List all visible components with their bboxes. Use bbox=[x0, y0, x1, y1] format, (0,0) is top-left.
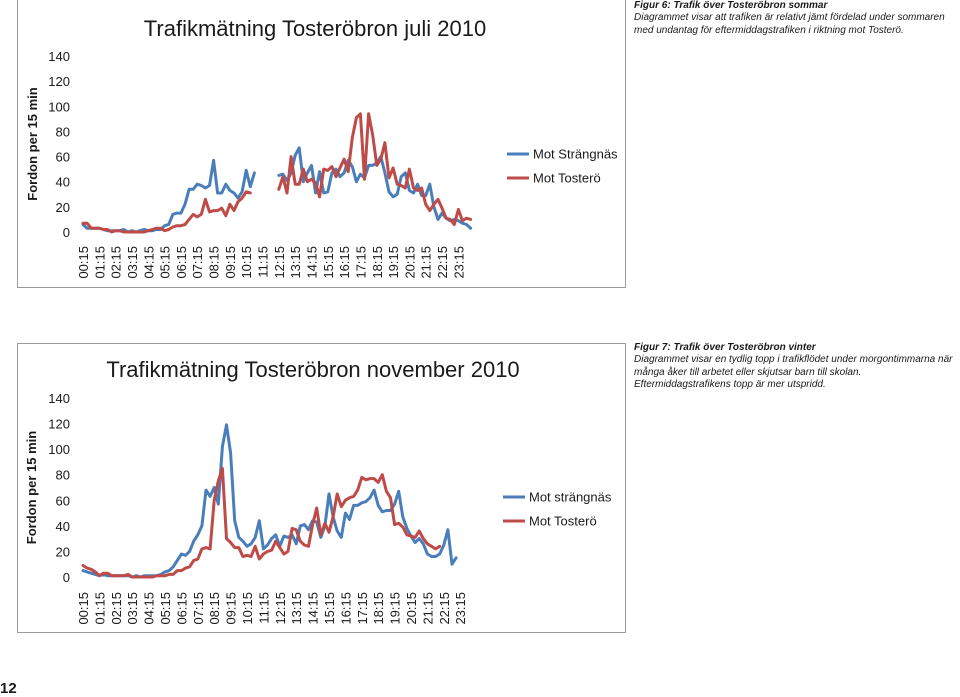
x-tick-label: 10:15 bbox=[240, 592, 255, 625]
caption-title: Figur 6: Trafik över Tosteröbron sommar bbox=[634, 0, 828, 11]
series-line-1 bbox=[83, 148, 471, 232]
chart-november-2010 bbox=[0, 345, 626, 635]
chart-title: Trafikmätning Tosteröbron juli 2010 bbox=[143, 16, 487, 41]
x-tick-label: 21:15 bbox=[420, 592, 436, 625]
x-tick-label: 04:15 bbox=[141, 246, 157, 279]
x-tick-label: 00:15 bbox=[76, 246, 91, 279]
y-tick-label: 20 bbox=[55, 544, 70, 560]
x-tick-label: 07:15 bbox=[190, 592, 206, 625]
x-tick-label: 22:15 bbox=[435, 246, 451, 279]
x-tick-label: 03:15 bbox=[124, 246, 140, 279]
x-tick-label: 14:15 bbox=[305, 592, 321, 625]
y-tick-label: 100 bbox=[48, 99, 70, 115]
y-tick-label: 80 bbox=[55, 467, 70, 483]
x-tick-label: 03:15 bbox=[125, 592, 141, 625]
caption-text: Diagrammet visar att trafiken är relativt jämt fördelad under sommaren med undantag för eftermiddagstrafiken i riktning mot Tosterö. bbox=[634, 12, 945, 36]
x-tick-label: 12:15 bbox=[271, 246, 287, 279]
chart-juli-2010 bbox=[0, 0, 626, 290]
x-tick-label: 00:15 bbox=[76, 592, 91, 625]
x-tick-label: 20:15 bbox=[404, 592, 419, 625]
x-tick-label: 21:15 bbox=[418, 246, 434, 279]
x-tick-label: 11:15 bbox=[256, 592, 272, 624]
x-tick-label: 02:15 bbox=[108, 246, 124, 279]
x-tick-label: 12:15 bbox=[272, 592, 288, 625]
x-tick-label: 09:15 bbox=[222, 246, 238, 279]
y-tick-label: 0 bbox=[62, 225, 70, 240]
series-line-1 bbox=[83, 425, 456, 577]
y-tick-label: 60 bbox=[55, 149, 70, 165]
x-tick-label: 17:15 bbox=[354, 592, 370, 625]
figure-caption-6 bbox=[634, 0, 960, 37]
x-tick-label: 08:15 bbox=[207, 592, 223, 625]
legend-entry: Mot strängnäs bbox=[529, 489, 612, 505]
caption-text: Diagrammet visar en tydlig topp i trafikflödet under morgontimmarna när många åker till arbetet eller skjutsar barn till skolan. Eftermiddagstrafikens topp är mer utspridd. bbox=[634, 354, 953, 391]
y-tick-label: 120 bbox=[48, 416, 70, 432]
x-tick-label: 09:15 bbox=[223, 592, 239, 625]
figure-caption-7 bbox=[634, 342, 960, 392]
y-tick-label: 20 bbox=[55, 199, 70, 215]
y-tick-label: 40 bbox=[55, 518, 70, 534]
y-axis-label: Fordon per 15 min bbox=[24, 430, 39, 545]
x-tick-label: 10:15 bbox=[239, 246, 255, 279]
y-tick-label: 0 bbox=[62, 570, 70, 585]
x-tick-label: 04:15 bbox=[141, 592, 157, 625]
x-tick-label: 06:15 bbox=[174, 592, 190, 625]
x-tick-label: 07:15 bbox=[190, 246, 206, 279]
x-tick-label: 13:15 bbox=[289, 592, 305, 625]
x-tick-label: 15:15 bbox=[320, 246, 336, 279]
x-tick-label: 18:15 bbox=[371, 592, 387, 625]
x-tick-label: 19:15 bbox=[387, 592, 403, 625]
x-tick-label: 08:15 bbox=[206, 246, 222, 279]
legend-entry: Mot Tosterö bbox=[529, 513, 597, 529]
x-tick-label: 19:15 bbox=[386, 246, 402, 279]
y-tick-label: 140 bbox=[48, 49, 70, 64]
y-tick-label: 40 bbox=[55, 174, 70, 190]
x-tick-label: 01:15 bbox=[92, 592, 108, 625]
x-tick-label: 23:15 bbox=[453, 592, 469, 625]
legend-entry: Mot Strängnäs bbox=[533, 146, 618, 162]
x-tick-label: 11:15 bbox=[255, 246, 271, 278]
y-axis-label: Fordon per 15 min bbox=[25, 87, 40, 201]
x-tick-label: 01:15 bbox=[92, 246, 108, 279]
x-tick-label: 13:15 bbox=[288, 246, 304, 279]
x-tick-label: 16:15 bbox=[338, 592, 354, 625]
y-tick-label: 120 bbox=[48, 74, 70, 90]
legend-entry: Mot Tosterö bbox=[533, 170, 601, 186]
caption-title: Figur 7: Trafik över Tosteröbron vinter bbox=[634, 342, 816, 353]
x-tick-label: 22:15 bbox=[436, 592, 452, 625]
y-tick-label: 60 bbox=[55, 493, 70, 509]
x-tick-label: 17:15 bbox=[353, 246, 369, 279]
x-tick-label: 02:15 bbox=[108, 592, 124, 625]
series-line-2 bbox=[83, 114, 471, 232]
x-tick-label: 16:15 bbox=[337, 246, 353, 279]
x-tick-label: 23:15 bbox=[451, 246, 467, 279]
x-tick-label: 15:15 bbox=[322, 592, 337, 625]
y-tick-label: 80 bbox=[55, 124, 70, 140]
series-line-2 bbox=[83, 468, 440, 577]
x-tick-label: 05:15 bbox=[158, 592, 173, 625]
x-tick-label: 06:15 bbox=[173, 246, 189, 279]
y-tick-label: 140 bbox=[48, 391, 70, 406]
x-tick-label: 20:15 bbox=[402, 246, 418, 279]
y-tick-label: 100 bbox=[48, 442, 70, 458]
page-number: 12 bbox=[0, 680, 17, 697]
chart-title: Trafikmätning Tosteröbron november 2010 bbox=[106, 357, 520, 382]
x-tick-label: 05:15 bbox=[157, 246, 173, 279]
x-tick-label: 18:15 bbox=[369, 246, 385, 279]
x-tick-label: 14:15 bbox=[304, 246, 320, 279]
